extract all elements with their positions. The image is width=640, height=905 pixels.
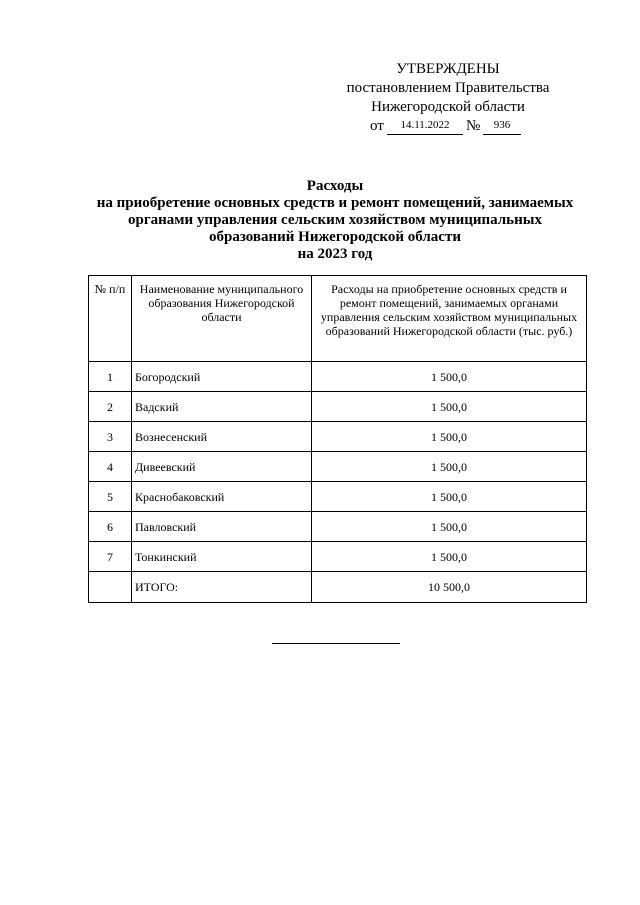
title-line-3: органами управления сельским хозяйством муниципальных bbox=[128, 212, 542, 228]
row-municipality: Богородский bbox=[132, 362, 312, 392]
decree-number: 936 bbox=[483, 116, 521, 135]
expenses-table bbox=[88, 275, 587, 603]
approval-decree-line: постановлением Правительства bbox=[346, 80, 550, 96]
row-amount: 1 500,0 bbox=[312, 362, 587, 392]
approval-date-line bbox=[330, 117, 566, 136]
row-municipality: Павловский bbox=[132, 512, 312, 542]
table-row bbox=[89, 542, 587, 572]
row-municipality: Краснобаковский bbox=[132, 482, 312, 512]
row-number: 2 bbox=[89, 392, 132, 422]
table-row bbox=[89, 362, 587, 392]
title-line-4: образований Нижегородской области bbox=[209, 229, 461, 245]
row-amount: 1 500,0 bbox=[312, 482, 587, 512]
row-number: 7 bbox=[89, 542, 132, 572]
row-municipality: Вознесенский bbox=[132, 422, 312, 452]
header-expenses: Расходы на приобретение основных средств и ремонт помещений, занимаемых органами управления сельским хозяйством муниципальных образований Нижегородской области (тыс. руб.) bbox=[312, 276, 587, 362]
row-number: 1 bbox=[89, 362, 132, 392]
row-amount: 1 500,0 bbox=[312, 422, 587, 452]
header-number: № п/п bbox=[89, 276, 132, 362]
row-number: 3 bbox=[89, 422, 132, 452]
table-row bbox=[89, 422, 587, 452]
title-line-2: на приобретение основных средств и ремонт помещений, занимаемых bbox=[96, 195, 574, 211]
table-row bbox=[89, 452, 587, 482]
row-municipality: Дивеевский bbox=[132, 452, 312, 482]
row-municipality: Вадский bbox=[132, 392, 312, 422]
row-municipality: Тонкинский bbox=[132, 542, 312, 572]
total-amount: 10 500,0 bbox=[312, 572, 587, 603]
row-amount: 1 500,0 bbox=[312, 542, 587, 572]
title-line-1: Расходы bbox=[306, 178, 364, 194]
title-line-5: на 2023 год bbox=[297, 246, 373, 262]
table-row bbox=[89, 392, 587, 422]
total-row bbox=[89, 572, 587, 603]
row-amount: 1 500,0 bbox=[312, 392, 587, 422]
number-sign: № bbox=[466, 118, 481, 134]
total-number bbox=[89, 572, 132, 603]
table-header-row bbox=[89, 276, 587, 362]
document-title bbox=[60, 178, 610, 263]
approval-heading: УТВЕРЖДЕНЫ bbox=[396, 61, 500, 77]
row-number: 4 bbox=[89, 452, 132, 482]
row-amount: 1 500,0 bbox=[312, 452, 587, 482]
date-prefix: от bbox=[370, 118, 384, 134]
table-row bbox=[89, 512, 587, 542]
decree-date: 14.11.2022 bbox=[387, 116, 463, 135]
total-label: ИТОГО: bbox=[132, 572, 312, 603]
row-number: 5 bbox=[89, 482, 132, 512]
row-number: 6 bbox=[89, 512, 132, 542]
table-row bbox=[89, 482, 587, 512]
approval-region-line: Нижегородской области bbox=[371, 99, 525, 115]
approval-stamp bbox=[330, 60, 566, 136]
header-municipality: Наименование муниципального образования Нижегородской области bbox=[132, 276, 312, 362]
row-amount: 1 500,0 bbox=[312, 512, 587, 542]
closing-divider bbox=[272, 643, 400, 644]
